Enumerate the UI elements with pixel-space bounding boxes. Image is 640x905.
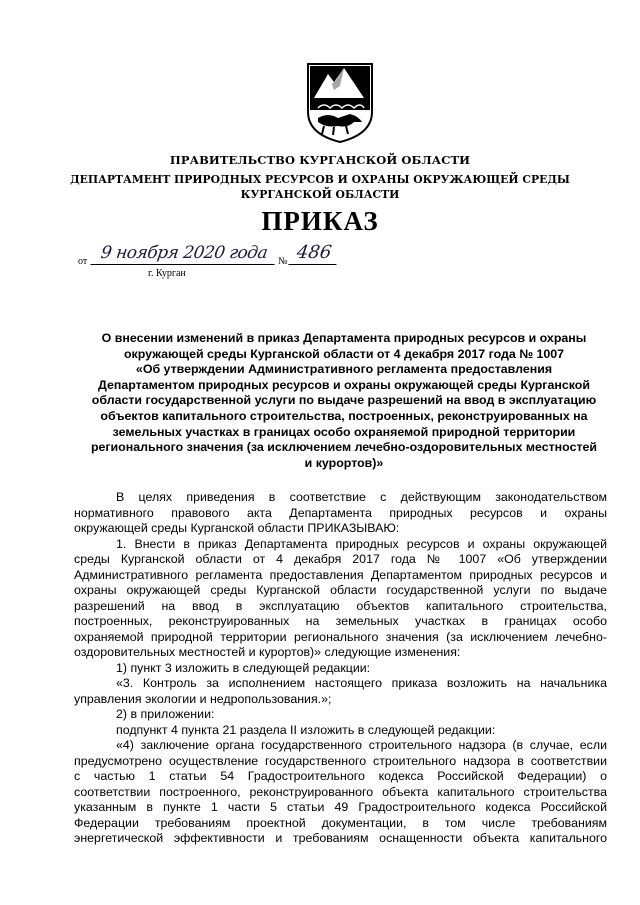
date-from-label: от: [78, 256, 88, 267]
body-line: построенных, реконструированных на земельных участках в границах особо: [74, 614, 607, 628]
kurgan-coat-of-arms-icon: [304, 62, 376, 144]
body-line: 1. Внести в приказ Департамента природных ресурсов и охраны окружающей: [116, 536, 607, 551]
body-line: предусмотрено осуществление государственного строительного надзора в соответствии: [74, 753, 607, 768]
body-line: окружающей среды Курганской области ПРИКАЗЫВАЮ:: [74, 521, 400, 535]
body-line: разрешений на ввод в эксплуатацию объектов капитального строительства,: [74, 598, 607, 613]
order-subject: [74, 331, 614, 471]
department-line-1: ДЕПАРТАМЕНТ ПРИРОДНЫХ РЕСУРСОВ И ОХРАНЫ ОКРУЖАЮЩЕЙ СРЕДЫ: [70, 173, 570, 186]
body-line: указанным в пункте 1 части 5 статьи 49 Градостроительного кодекса Российской: [74, 800, 607, 814]
handwritten-number: 486: [288, 242, 339, 265]
body-line: Административного регламента предоставления Департаментом природных ресурсов и: [74, 567, 607, 582]
order-body: [74, 490, 607, 847]
body-line: нормативного правового акта Департамента природных ресурсов и охраны: [74, 505, 607, 520]
city-label: г. Курган: [148, 268, 186, 279]
body-line: энергетической эффективности и требованиям оснащенности объекта капитального: [74, 831, 607, 845]
body-line: среды Курганской области от 4 декабря 2017 года № 1007 «Об утверждении: [74, 552, 607, 566]
subject-line: Департаментом природных ресурсов и охраны окружающей среды Курганской: [98, 377, 590, 392]
subject-line: и курортов)»: [304, 455, 384, 470]
subject-line: окружающей среды Курганской области от 4 декабря 2017 года № 1007: [123, 346, 565, 361]
body-line: охраны окружающей среды Курганской области государственной услуги по выдаче: [74, 583, 607, 597]
handwritten-date: 9 ноября 2020 года: [90, 242, 277, 265]
body-line: оздоровительных местностей и курортов)» следующие изменения:: [74, 645, 461, 659]
body-line: 1) пункт 3 изложить в следующей редакции:: [116, 660, 371, 675]
subject-line: О внесении изменений в приказ Департамента природных ресурсов и охраны: [101, 331, 587, 345]
department-name: [0, 172, 640, 202]
body-line: охраняемой природной территории регионального значения (за исключением лечебно-: [74, 629, 607, 644]
subject-line: регионального значения (за исключением лечебно-оздоровительных местностей: [90, 440, 598, 455]
number-label: №: [278, 256, 288, 267]
body-line: с частью 1 статьи 54 Градостроительного кодекса Российской Федерации) о: [74, 769, 607, 783]
body-line: «3. Контроль за исполнением настоящего приказа возложить на начальника: [116, 676, 607, 690]
subject-line: «Об утверждении Административного регламента предоставления: [135, 362, 553, 377]
body-line: «4) заключение органа государственного строительного надзора (в случае, если: [116, 738, 607, 752]
body-line: подпункт 4 пункта 21 раздела II изложить в следующей редакции:: [116, 722, 496, 737]
subject-line: области государственной услуги по выдаче разрешений на ввод в эксплуатацию: [91, 393, 597, 408]
body-line: управления экологии и недропользования.»;: [74, 691, 332, 706]
department-line-2: КУРГАНСКОЙ ОБЛАСТИ: [240, 188, 400, 201]
dateline: [78, 242, 358, 279]
body-line: 2) в приложении:: [116, 707, 215, 721]
document-type-title: ПРИКАЗ: [261, 206, 379, 236]
government-name: ПРАВИТЕЛЬСТВО КУРГАНСКОЙ ОБЛАСТИ: [169, 153, 471, 167]
body-line: В целях приведения в соответствие с действующим законодательством: [116, 490, 607, 504]
subject-line: земельных участках в границах особо охраняемой природной территории: [112, 424, 576, 439]
subject-line: объектов капитального строительства, построенных, реконструированных на: [100, 408, 588, 423]
body-line: Федерации требованиям проектной документации, в том числе требованиям: [74, 815, 607, 830]
body-line: соответствии построенного, реконструированного объекта капитального строительства: [74, 784, 607, 799]
